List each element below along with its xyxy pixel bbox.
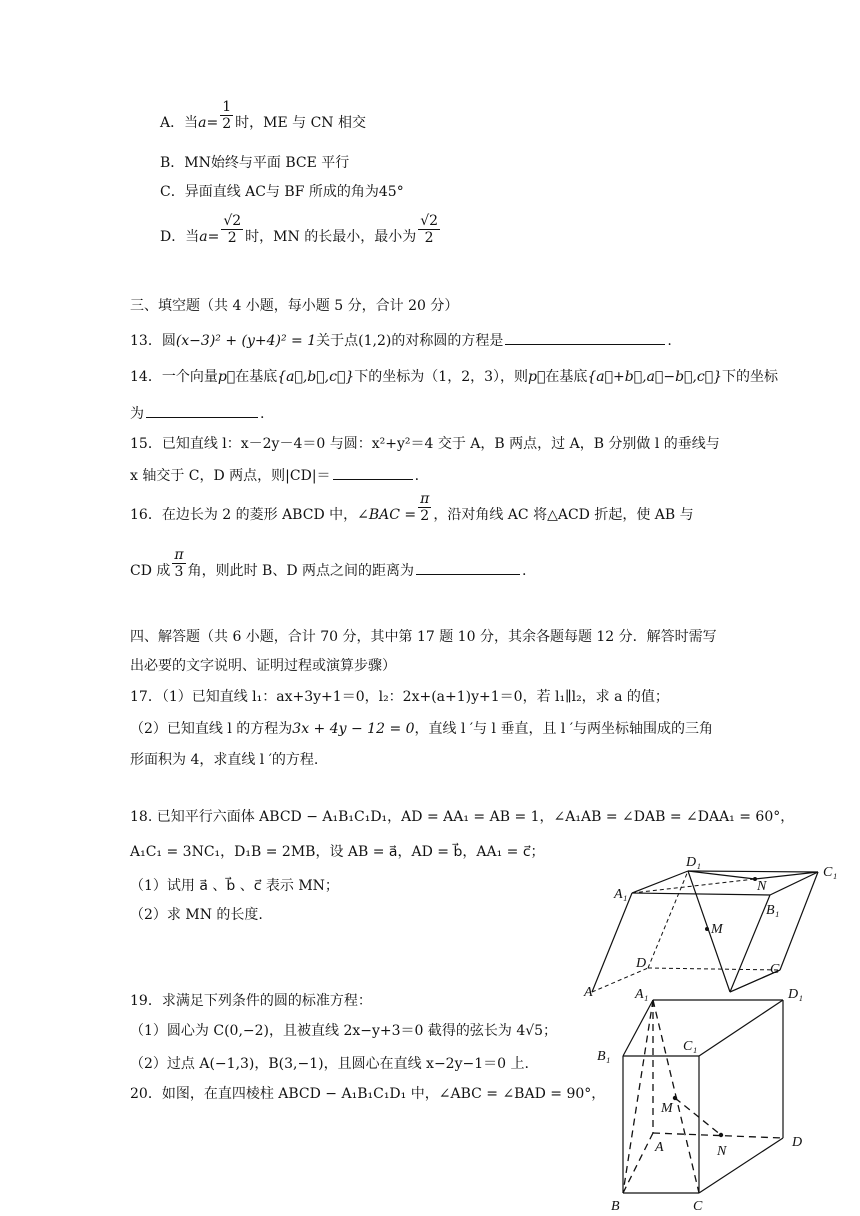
question-17-part2: （2）已知直线 l 的方程为3x + 4y − 12 = 0，直线 l ′与 l 垂直，且 l ′与两坐标轴围成的三角 [130,721,714,737]
label-a1: A₁ [614,887,628,902]
question-18: 18. 已知平行六面体 ABCD − A₁B₁C₁D₁，AD = AA₁ = AB = 1，∠A₁AB = ∠DAB = ∠DAA₁ = 60°， [130,809,795,825]
option-d: D．当a= $\frac{√2}{2}$ 时，MN 的长最小，最小为 $\frac{√2}{2}$ [160,212,439,246]
label-a1: A₁ [635,988,649,1002]
question-18-line3: （1）试用 a⃗ 、b⃗ 、c⃗ 表示 MN； [130,878,339,894]
label-d1: D₁ [788,988,803,1002]
parallelepiped-figure [580,850,840,1000]
label-n: N [757,879,767,894]
question-13: 13．圆(x−3)² + (y+4)² = 1关于点(1,2)的对称圆的方程是 . [130,333,672,349]
label-d1: D₁ [686,855,701,870]
question-15-line2: x 轴交于 C，D 两点，则|CD|＝ . [130,468,420,484]
question-15: 15．已知直线 l：x－2y－4＝0 与圆：x²+y²＝4 交于 A，B 两点，过 A，B 分别做 l 的垂线与 [130,436,720,452]
question-19-line2: （1）圆心为 C(0,−2)，且被直线 2x−y+3＝0 截得的弦长为 4√5； [130,1023,558,1039]
fraction: $\frac{√2}{2}$ [223,212,242,246]
question-16: 16．在边长为 2 的菱形 ABCD 中，∠BAC = $\frac{\pi}{2}$ ，沿对角线 AC 将△ACD 折起，使 AB 与 [130,490,694,524]
section-heading-4-line2: 出必要的文字说明、证明过程或演算步骤） [130,658,396,674]
label-b1: B₁ [597,1049,611,1064]
question-19: 19．求满足下列条件的圆的标准方程： [130,993,372,1009]
option-a: A．当a= $\frac{1}{2}$ 时，ME 与 CN 相交 [160,98,367,132]
label-m: M [661,1101,673,1116]
answer-blank[interactable] [146,404,258,418]
question-17: 17．（1）已知直线 l₁：ax+3y+1＝0，l₂：2x+(a+1)y+1＝0，若 l₁∥l₂，求 a 的值； [130,689,669,705]
section-heading-4: 四、解答题（共 6 小题，合计 70 分，其中第 17 题 10 分，其余各题每题 12 分．解答时需写 [130,629,717,645]
question-14-line2: 为 . [130,406,265,422]
label-c: C [770,962,780,977]
question-19-line3: （2）过点 A(−1,3)，B(3,−1)，且圆心在直线 x−2y−1＝0 上. [130,1056,529,1072]
question-16-line2: CD 成 $\frac{\pi}{3}$ 角，则此时 B、D 两点之间的距离为 . [130,546,527,580]
question-20: 20．如图，在直四棱柱 ABCD − A₁B₁C₁D₁ 中，∠ABC = ∠BAD = 90°， [130,1086,606,1102]
option-b: B．MN始终与平面 BCE 平行 [160,155,350,171]
label-a: A [584,985,593,1000]
label-d: D [792,1135,803,1150]
fraction: $\frac{√2}{2}$ [420,212,439,246]
question-18-line4: （2）求 MN 的长度. [130,907,263,923]
prism-figure [595,988,835,1213]
option-c: C．异面直线 AC与 BF 所成的角为45° [160,184,404,200]
label-d: D [636,956,647,971]
section-heading-3: 三、填空题（共 4 小题，每小题 5 分，合计 20 分） [130,298,459,314]
fraction: $\frac{\pi}{3}$ [174,546,184,580]
answer-blank[interactable] [333,466,413,480]
label-a: A [655,1140,664,1155]
label-c: C [693,1199,703,1213]
fraction: $\frac{\pi}{2}$ [420,490,430,524]
question-18-line2: A₁C₁ = 3NC₁，D₁B = 2MB，设 AB = a⃗，AD = b⃗，AA₁ = c⃗； [130,844,545,860]
question-17-line3: 形面积为 4，求直线 l ′的方程. [130,752,319,768]
label-m: M [711,922,723,937]
label-c1: C₁ [823,865,838,880]
label-c1: C₁ [683,1039,698,1054]
answer-blank[interactable] [416,561,520,575]
label-n: N [717,1144,727,1159]
label-b1: B₁ [766,903,780,918]
label-b: B [611,1199,620,1213]
answer-blank[interactable] [505,331,665,345]
fraction: $\frac{1}{2}$ [222,98,232,132]
question-14: 14．一个向量p⃗在基底{a⃗,b⃗,c⃗}下的坐标为（1，2，3），则p⃗在基底{a⃗+b⃗,a⃗−b⃗,c⃗}下的坐标 [130,369,779,385]
